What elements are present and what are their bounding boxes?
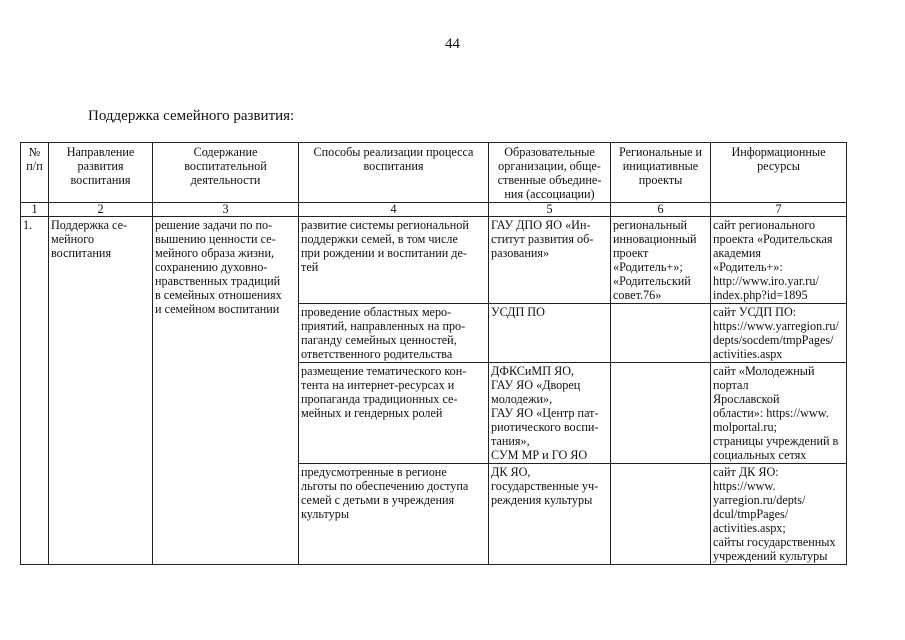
support-table — [20, 142, 847, 565]
method-cell: проведение областных меро- приятий, направленных на про- паганду семейных ценностей, ответственного родительства — [299, 304, 489, 363]
row-number: 1. — [21, 217, 49, 565]
column-number-row — [21, 203, 847, 217]
projects-cell — [611, 363, 711, 464]
column-number: 7 — [711, 203, 847, 217]
method-cell: развитие системы региональной поддержки семей, в том числе при рождении и воспитании де- тей — [299, 217, 489, 304]
header-content: Содержание воспитательной деятельности — [153, 143, 299, 203]
section-title: Поддержка семейного развития: — [88, 108, 295, 124]
projects-cell — [611, 464, 711, 565]
column-number: 1 — [21, 203, 49, 217]
column-number: 4 — [299, 203, 489, 217]
column-number: 3 — [153, 203, 299, 217]
organizations-cell: ДК ЯО, государственные уч- реждения культуры — [489, 464, 611, 565]
resources-cell: сайт ДК ЯО: https://www. yarregion.ru/depts/ dcul/tmpPages/ activities.aspx; сайты государственных учреждений культуры — [711, 464, 847, 565]
header-resources: Информационные ресурсы — [711, 143, 847, 203]
column-number: 5 — [489, 203, 611, 217]
resources-cell: сайт регионального проекта «Родительская академия «Родитель+»: http://www.iro.yar.ru/ index.php?id=1895 — [711, 217, 847, 304]
resources-cell: сайт УСДП ПО: https://www.yarregion.ru/ depts/socdem/tmpPages/ activities.aspx — [711, 304, 847, 363]
direction-cell: Поддержка се- мейного воспитания — [49, 217, 153, 565]
resources-cell: сайт «Молодежный портал Ярославской области»: https://www. molportal.ru; страницы учреждений в социальных сетях — [711, 363, 847, 464]
organizations-cell: ДФКСиМП ЯО, ГАУ ЯО «Дворец молодежи», ГАУ ЯО «Центр пат- риотического воспи- тания», СУМ МР и ГО ЯО — [489, 363, 611, 464]
header-number: № п/п — [21, 143, 49, 203]
method-cell: предусмотренные в регионе льготы по обеспечению доступа семей с детьми в учреждения культуры — [299, 464, 489, 565]
column-number: 2 — [49, 203, 153, 217]
header-row — [21, 143, 847, 203]
projects-cell — [611, 304, 711, 363]
header-organizations: Образовательные организации, обще- ственные объедине- ния (ассоциации) — [489, 143, 611, 203]
column-number: 6 — [611, 203, 711, 217]
content-cell: решение задачи по по- вышению ценности се- мейного образа жизни, сохранению духовно- нравственных традиций в семейных отношениях и семейном воспитании — [153, 217, 299, 565]
page-number: 44 — [445, 36, 460, 52]
table-row — [21, 217, 847, 304]
projects-cell: региональный инновационный проект «Родитель+»; «Родительский совет.76» — [611, 217, 711, 304]
header-methods: Способы реализации процесса воспитания — [299, 143, 489, 203]
header-projects: Региональные и инициативные проекты — [611, 143, 711, 203]
organizations-cell: УСДП ПО — [489, 304, 611, 363]
method-cell: размещение тематического кон- тента на интернет-ресурсах и пропаганда традиционных се- мейных и гендерных ролей — [299, 363, 489, 464]
organizations-cell: ГАУ ДПО ЯО «Ин- ститут развития об- разования» — [489, 217, 611, 304]
header-direction: Направление развития воспитания — [49, 143, 153, 203]
